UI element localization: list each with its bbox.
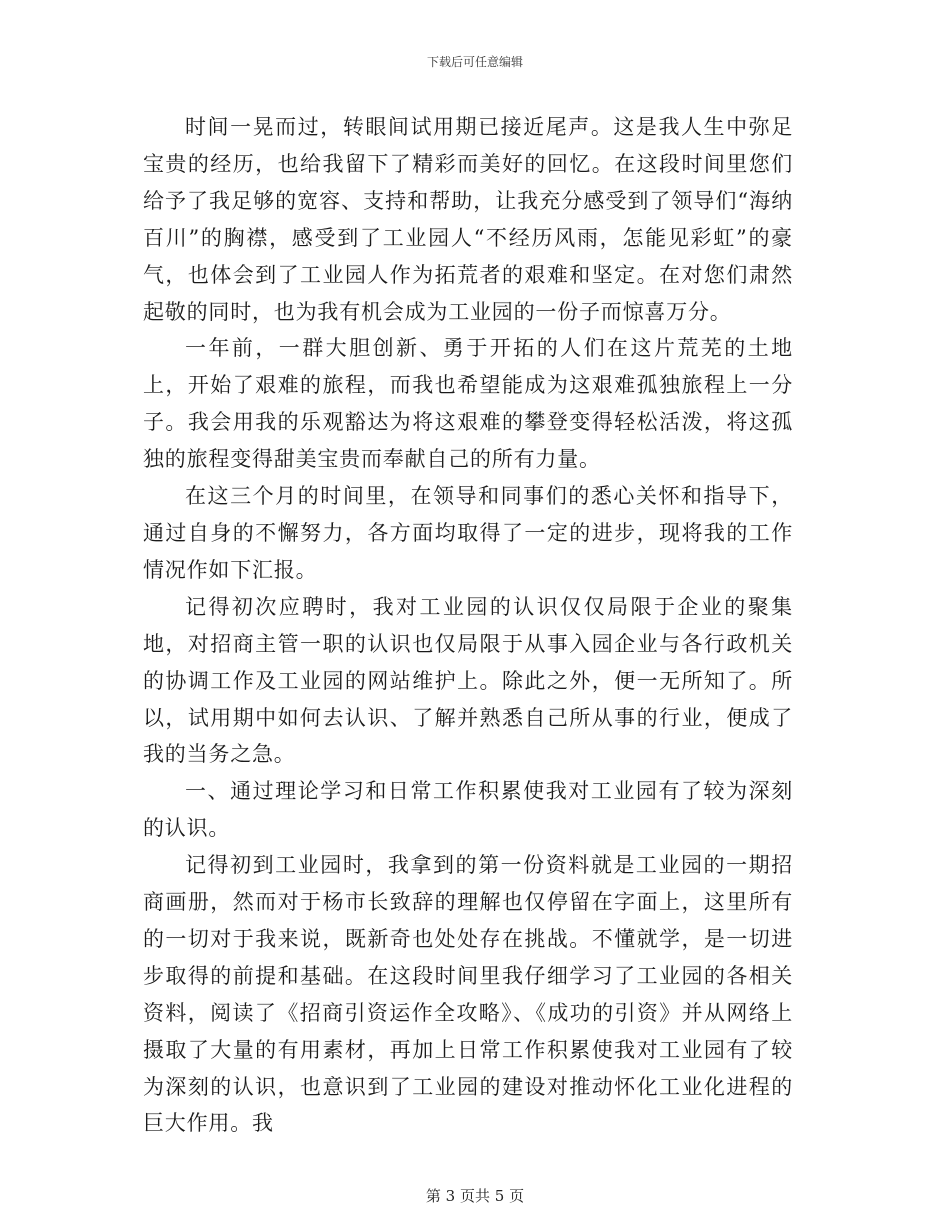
section-heading-1: 一、通过理论学习和日常工作积累使我对工业园有了较为深刻的认识。	[143, 779, 793, 841]
paragraph-5: 记得初到工业园时，我拿到的第一份资料就是工业园的一期招商画册，然而对于杨市长致辞的理解也仅停留在字面上，这里所有的一切对于我来说，既新奇也处处存在挑战。不懂就学，是一切进步取得的前提和基础。在这段时间里我仔细学习了工业园的各相关资料，阅读了《招商引资运作全攻略》、《成功的引资》并从网络上摄取了大量的有用素材，再加上日常工作积累使我对工业园有了较为深刻的认识，也意识到了工业园的建设对推动怀化工业化进程的巨大作用。我	[143, 853, 793, 1136]
paragraph-1: 时间一晃而过，转眼间试用期已接近尾声。这是我人生中弥足宝贵的经历，也给我留下了精彩而美好的回忆。在这段时间里您们给予了我足够的宽容、支持和帮助，让我充分感受到了领导们“海纳百川”的胸襟，感受到了工业园人“不经历风雨，怎能见彩虹”的豪气，也体会到了工业园人作为拓荒者的艰难和坚定。在对您们肃然起敬的同时，也为我有机会成为工业园的一份子而惊喜万分。	[143, 115, 793, 324]
paragraph-4: 记得初次应聘时，我对工业园的认识仅仅局限于企业的聚集地，对招商主管一职的认识也仅局限于从事入园企业与各行政机关的协调工作及工业园的网站维护上。除此之外，便一无所知了。所以，试用期中如何去认识、了解并熟悉自己所从事的行业，便成了我的当务之急。	[143, 594, 793, 767]
page-header: 下载后可任意编辑	[426, 55, 523, 69]
paragraph-2: 一年前，一群大胆创新、勇于开拓的人们在这片荒芜的土地上，开始了艰难的旅程，而我也希望能成为这艰难孤独旅程上一分子。我会用我的乐观豁达为将这艰难的攀登变得轻松活泼，将这孤独的旅程变得甜美宝贵而奉献自己的所有力量。	[143, 336, 793, 472]
paragraph-3: 在这三个月的时间里，在领导和同事们的悉心关怀和指导下，通过自身的不懈努力，各方面均取得了一定的进步，现将我的工作情况作如下汇报。	[143, 484, 793, 582]
page-footer: 第 3 页共 5 页	[425, 1187, 525, 1205]
document-body	[143, 109, 793, 1142]
